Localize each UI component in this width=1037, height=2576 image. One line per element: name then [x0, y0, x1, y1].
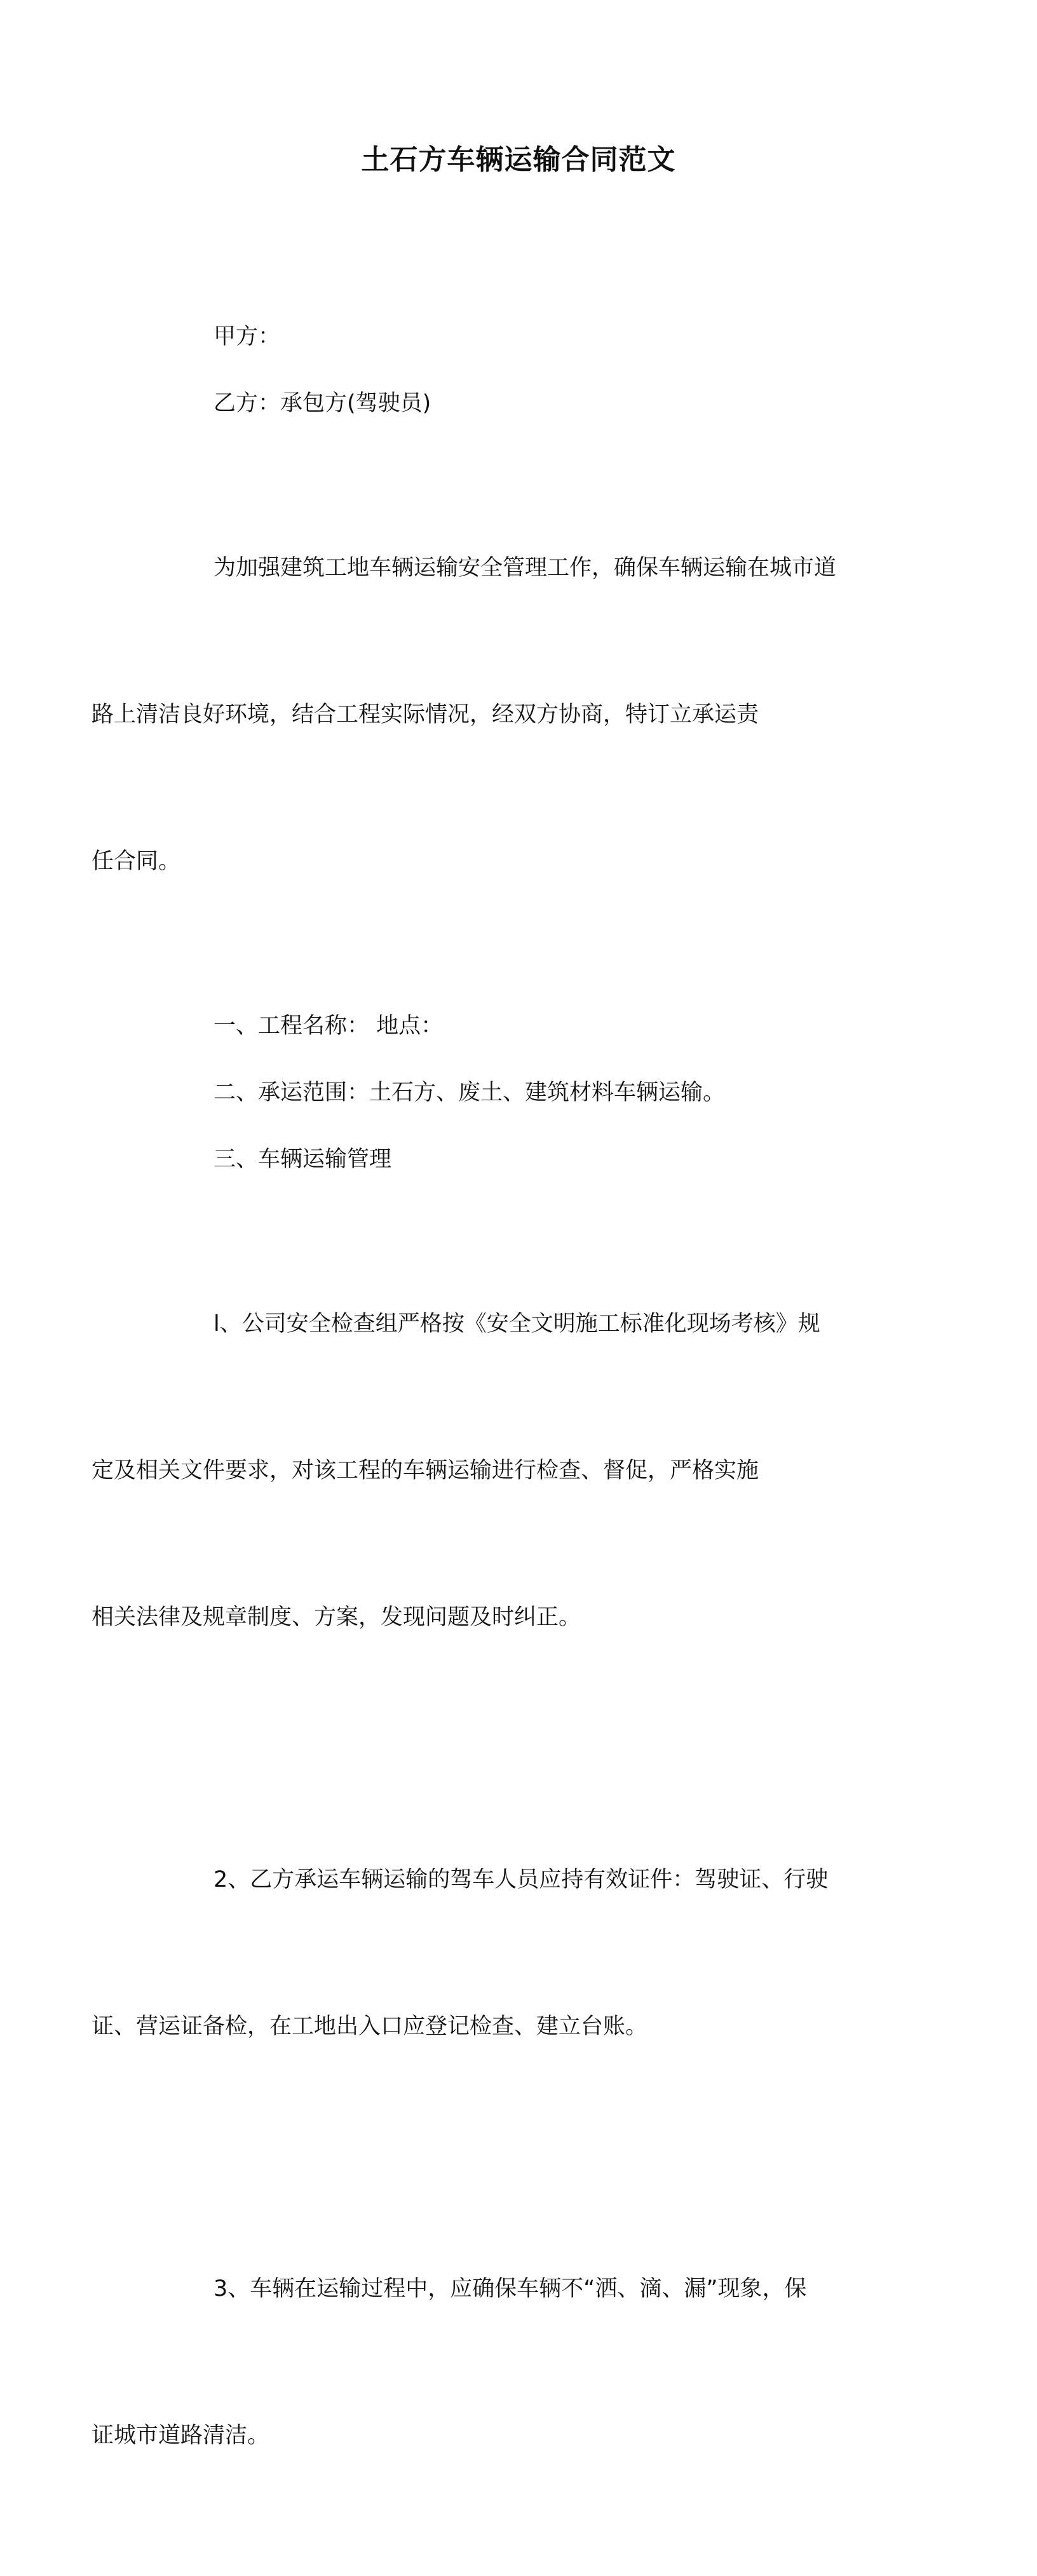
clause-1-line-2: 定及相关文件要求，对该工程的车辆运输进行检查、督促，严格实施 [92, 1458, 759, 1483]
intro-line-3: 任合同。 [92, 849, 181, 874]
party-a-line: 甲方： [214, 324, 281, 349]
clause-3-paragraph [92, 2167, 874, 2558]
clause-1-line-3: 相关法律及规章制度、方案，发现问题及时纠正。 [92, 1605, 581, 1630]
section-3-heading: 三、车辆运输管理 [214, 1147, 392, 1172]
clause-3-line-2: 证城市道路清洁。 [92, 2423, 270, 2448]
clause-2-paragraph [92, 1758, 874, 2149]
clause-2-line-2: 证、营运证备检，在工地出入口应登记检查、建立台账。 [92, 2014, 648, 2039]
intro-paragraph [92, 446, 874, 984]
clause-3-line-1: 3、车辆在运输过程中，应确保车辆不“洒、滴、漏”现象，保 [214, 2276, 807, 2302]
intro-line-1: 为加强建筑工地车辆运输安全管理工作，确保车辆运输在城市道 [214, 555, 837, 581]
party-b-line: 乙方：承包方(驾驶员) [214, 391, 431, 416]
document-body [92, 313, 874, 2576]
clause-2-line-1: 2、乙方承运车辆运输的驾车人员应持有效证件：驾驶证、行驶 [214, 1867, 829, 1892]
clause-1-line-1: l、公司安全检查组严格按《安全文明施工标准化现场考核》规 [214, 1311, 820, 1337]
section-2-heading: 二、承运范围：土石方、废土、建筑材料车辆运输。 [214, 1080, 726, 1105]
document-title: 土石方车辆运输合同范文 [361, 144, 676, 176]
section-1-heading: 一、工程名称： 地点： [214, 1013, 444, 1039]
clause-1-paragraph [92, 1202, 874, 1740]
intro-line-2: 路上清洁良好环境，结合工程实际情况，经双方协商，特订立承运责 [92, 702, 759, 727]
